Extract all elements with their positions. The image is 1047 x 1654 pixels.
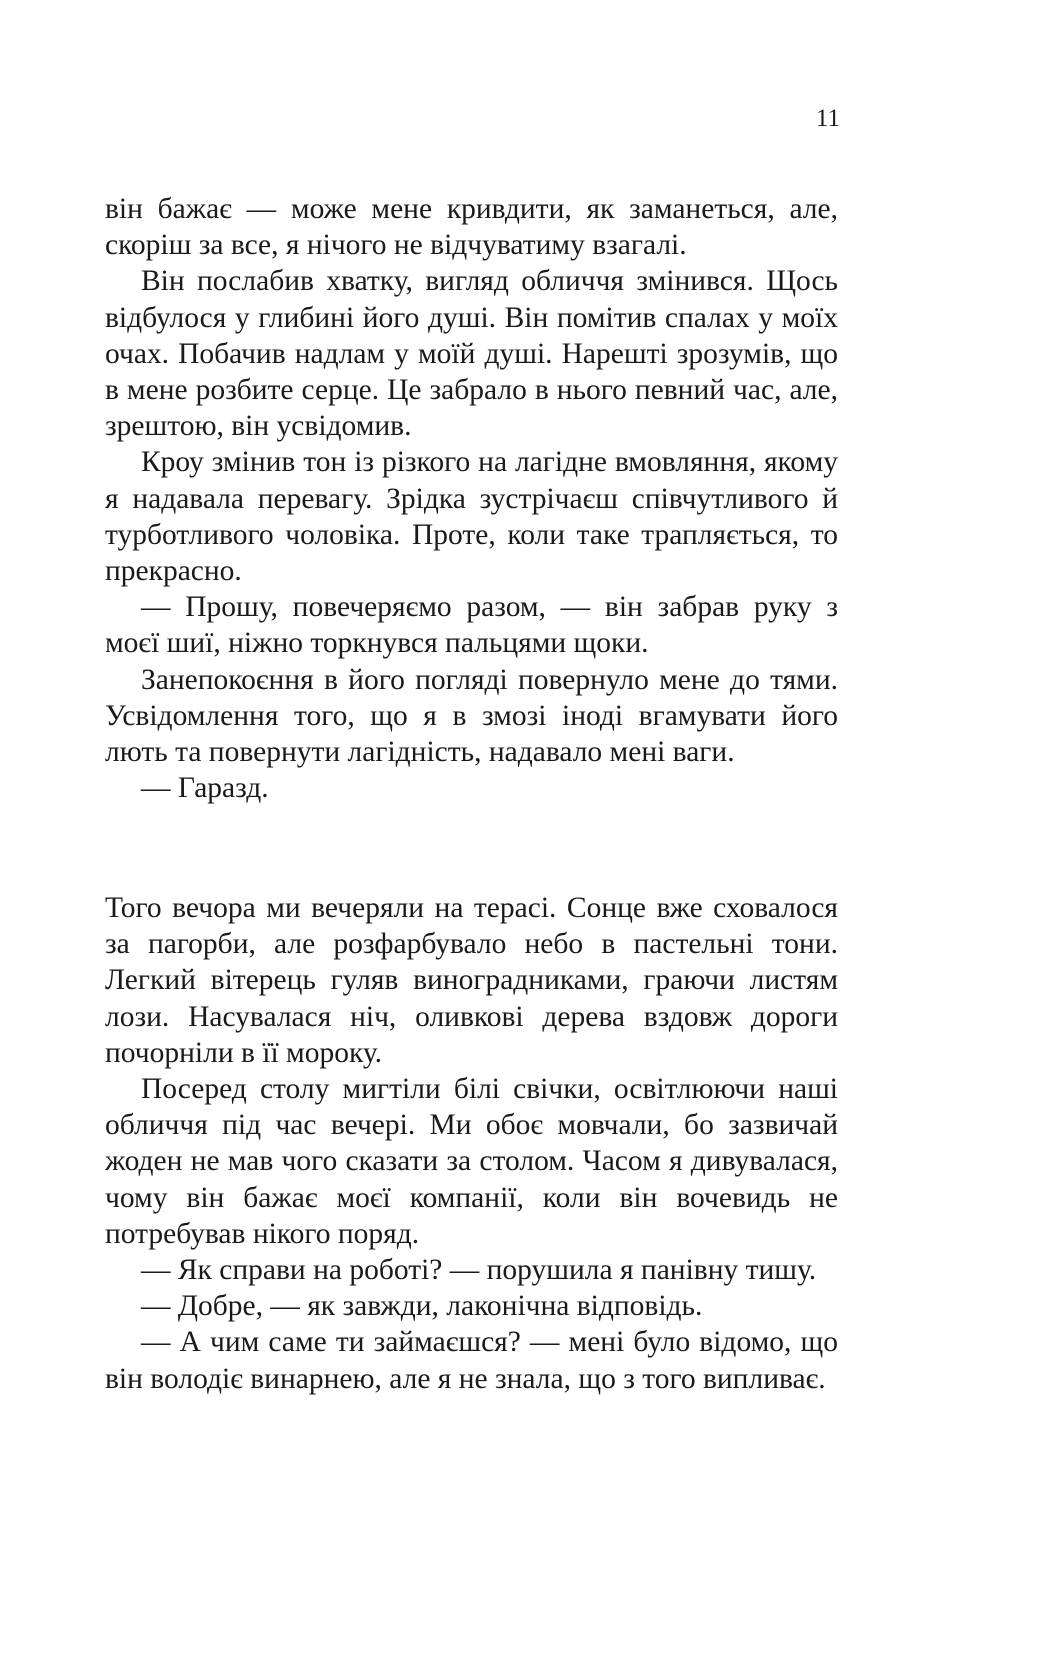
paragraph: він бажає — може мене кривдити, як заманеться, але, скоріш за все, я нічого не відчуватиму взагалі. xyxy=(105,193,838,262)
dialogue-paragraph: — Гаразд. xyxy=(141,772,269,805)
dialogue-paragraph: — Як справи на роботі? — порушила я панівну тишу. xyxy=(141,1254,817,1287)
dialogue-paragraph: — Добре, — як завжди, лаконічна відповідь. xyxy=(141,1290,703,1323)
paragraph: Посеред столу мигтіли білі свічки, освітлюючи наші обличчя під час вечері. Ми обоє мовчали, бо зазвичай жоден не мав чого сказати за столом. Часом я дивувалася, чому він бажає моєї компанії, коли він вочевидь не потребував нікого поряд. xyxy=(105,1073,838,1250)
page-number: 11 xyxy=(815,105,840,132)
paragraph: Того вечора ми вечеряли на терасі. Сонце вже сховалося за пагорби, але розфарбувало небо в пастельні тони. Легкий вітерець гуляв виноградниками, граючи листям лози. Насувалася ніч, оливкові дерева вздовж дороги почорніли в її мороку. xyxy=(105,892,838,1069)
dialogue-paragraph: — Прошу, повечеряємо разом, — він забрав руку з моєї шиї, ніжно торкнувся пальцями щоки. xyxy=(105,591,838,660)
text-section-2 xyxy=(105,890,838,1397)
dialogue-paragraph: — А чим саме ти займаєшся? — мені було відомо, що він володіє винарнею, але я не знала, що з того випливає. xyxy=(105,1326,838,1395)
paragraph: Занепокоєння в його погляді повернуло мене до тями. Усвідомлення того, що я в змозі іноді вгамувати його лють та повернути лагідність, надавало мені ваги. xyxy=(105,663,838,769)
text-section-1 xyxy=(105,191,838,806)
paragraph: Кроу змінив тон із різкого на лагідне вмовляння, якому я надавала перевагу. Зрідка зустрічаєш співчутливого й турботливого чоловіка. Проте, коли таке трапляється, то прекрасно. xyxy=(105,446,838,588)
paragraph: Він послабив хватку, вигляд обличчя змінився. Щось відбулося у глибині його душі. Він помітив спалах у моїх очах. Побачив надлам у моїй душі. Нарешті зрозумів, що в мене розбите серце. Це забрало в нього певний час, але, зрештою, він усвідомив. xyxy=(105,265,838,443)
